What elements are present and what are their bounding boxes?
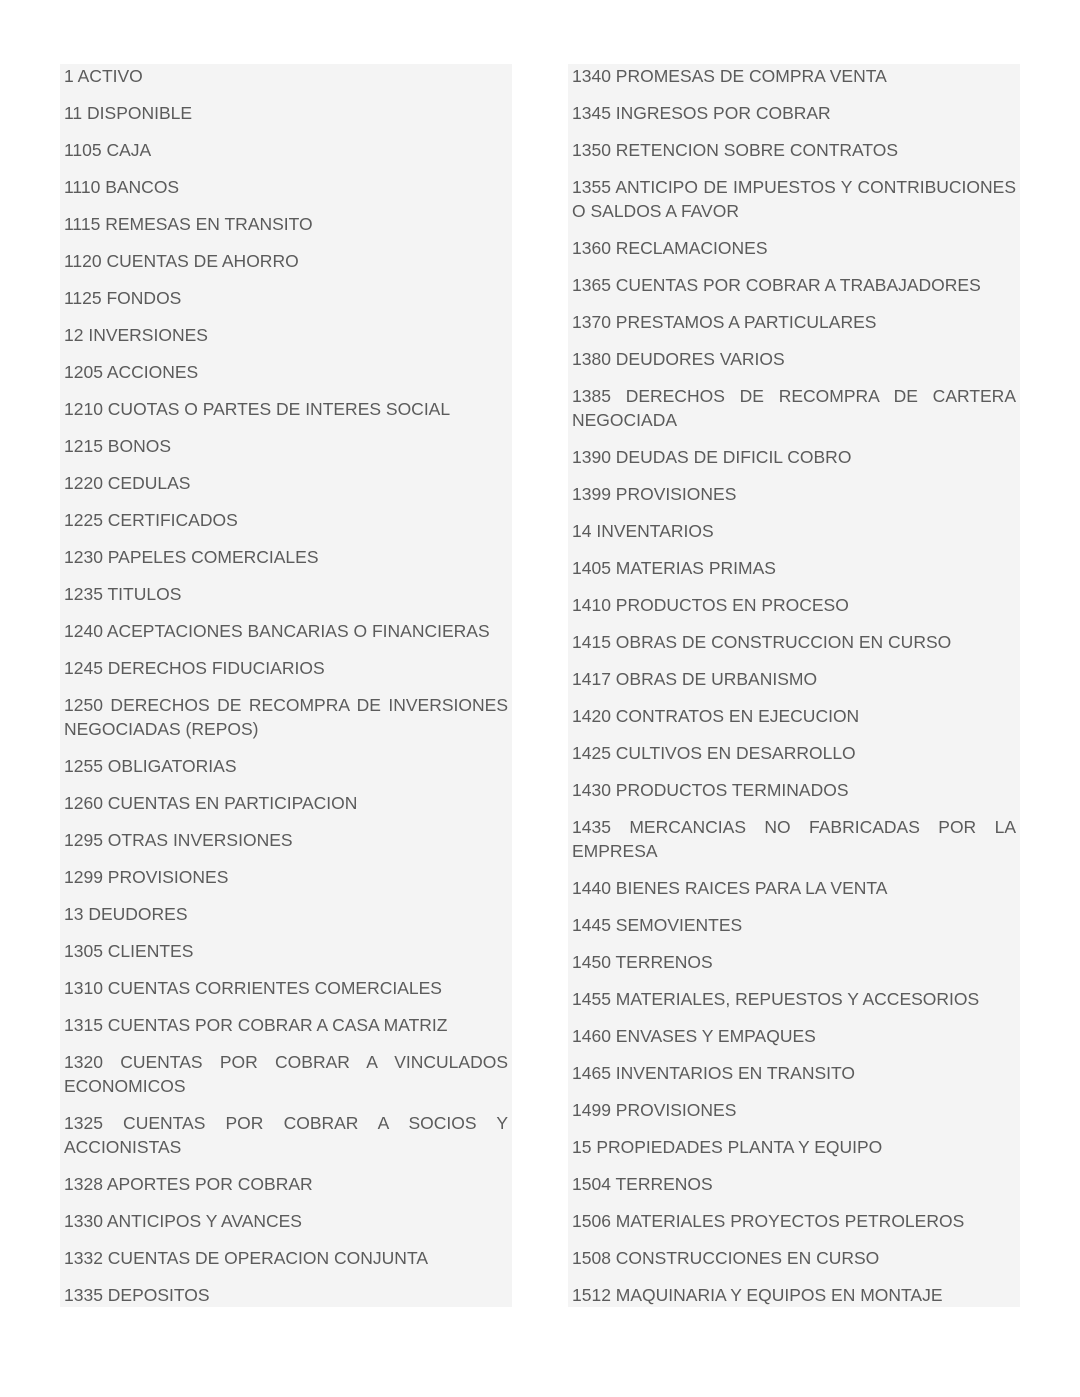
account-entry: 1305 CLIENTES [64, 941, 194, 961]
account-entry: 1225 CERTIFICADOS [64, 510, 238, 530]
account-entry: 1215 BONOS [64, 436, 171, 456]
account-entry: 1380 DEUDORES VARIOS [572, 349, 785, 369]
account-entry: 1315 CUENTAS POR COBRAR A CASA MATRIZ [64, 1015, 448, 1035]
account-entry: 1240 ACEPTACIONES BANCARIAS O FINANCIERAS [64, 621, 490, 641]
account-entry: 1260 CUENTAS EN PARTICIPACION [64, 793, 358, 813]
account-entry: 1210 CUOTAS O PARTES DE INTERES SOCIAL [64, 399, 451, 419]
account-entry: 1508 CONSTRUCCIONES EN CURSO [572, 1248, 880, 1268]
account-entry: 1255 OBLIGATORIAS [64, 756, 237, 776]
account-entry: 1335 DEPOSITOS [64, 1285, 210, 1305]
account-entry: 1430 PRODUCTOS TERMINADOS [572, 780, 849, 800]
account-entry: 1350 RETENCION SOBRE CONTRATOS [572, 140, 899, 160]
account-entry: 1450 TERRENOS [572, 952, 713, 972]
account-entry: 1355 ANTICIPO DE IMPUESTOS Y CONTRIBUCIONES O SALDOS A FAVOR [572, 177, 1016, 221]
account-entry: 1328 APORTES POR COBRAR [64, 1174, 313, 1194]
account-entry: 1325 CUENTAS POR COBRAR A SOCIOS Y ACCIONISTAS [64, 1113, 508, 1157]
account-entry: 1330 ANTICIPOS Y AVANCES [64, 1211, 302, 1231]
account-entry: 1390 DEUDAS DE DIFICIL COBRO [572, 447, 852, 467]
account-entry: 1115 REMESAS EN TRANSITO [64, 214, 313, 234]
account-entry: 1465 INVENTARIOS EN TRANSITO [572, 1063, 855, 1083]
account-entry: 1425 CULTIVOS EN DESARROLLO [572, 743, 856, 763]
account-entry: 1310 CUENTAS CORRIENTES COMERCIALES [64, 978, 442, 998]
account-entry: 15 PROPIEDADES PLANTA Y EQUIPO [572, 1137, 883, 1157]
account-entry: 1320 CUENTAS POR COBRAR A VINCULADOS ECONOMICOS [64, 1052, 508, 1096]
account-entry: 1504 TERRENOS [572, 1174, 713, 1194]
account-entry: 1340 PROMESAS DE COMPRA VENTA [572, 66, 887, 86]
account-entry: 1345 INGRESOS POR COBRAR [572, 103, 831, 123]
account-entry: 1499 PROVISIONES [572, 1100, 737, 1120]
account-entry: 1125 FONDOS [64, 288, 182, 308]
account-entry: 1455 MATERIALES, REPUESTOS Y ACCESORIOS [572, 989, 980, 1009]
account-entry: 1385 DERECHOS DE RECOMPRA DE CARTERA NEGOCIADA [572, 386, 1016, 430]
account-entry: 1220 CEDULAS [64, 473, 191, 493]
account-entry: 1235 TITULOS [64, 584, 182, 604]
account-entry: 1105 CAJA [64, 140, 152, 160]
account-entry: 1 ACTIVO [64, 66, 143, 86]
account-entry: 1417 OBRAS DE URBANISMO [572, 669, 818, 689]
account-entry: 1440 BIENES RAICES PARA LA VENTA [572, 878, 888, 898]
account-entry: 1415 OBRAS DE CONSTRUCCION EN CURSO [572, 632, 952, 652]
account-entry: 14 INVENTARIOS [572, 521, 714, 541]
account-entry: 1299 PROVISIONES [64, 867, 229, 887]
account-entry: 1512 MAQUINARIA Y EQUIPOS EN MONTAJE [572, 1285, 943, 1305]
account-entry: 1120 CUENTAS DE AHORRO [64, 251, 299, 271]
account-entry: 1410 PRODUCTOS EN PROCESO [572, 595, 849, 615]
account-entry: 1435 MERCANCIAS NO FABRICADAS POR LA EMPRESA [572, 817, 1016, 861]
account-entry: 1295 OTRAS INVERSIONES [64, 830, 293, 850]
account-entry: 13 DEUDORES [64, 904, 188, 924]
account-list-right [568, 64, 1020, 1307]
account-entry: 1370 PRESTAMOS A PARTICULARES [572, 312, 877, 332]
account-entry: 1399 PROVISIONES [572, 484, 737, 504]
account-entry: 1205 ACCIONES [64, 362, 199, 382]
account-entry: 1110 BANCOS [64, 177, 180, 197]
account-entry: 1230 PAPELES COMERCIALES [64, 547, 319, 567]
account-entry: 1460 ENVASES Y EMPAQUES [572, 1026, 816, 1046]
account-entry: 1360 RECLAMACIONES [572, 238, 768, 258]
account-entry: 11 DISPONIBLE [64, 103, 193, 123]
account-entry: 1506 MATERIALES PROYECTOS PETROLEROS [572, 1211, 965, 1231]
account-entry: 1245 DERECHOS FIDUCIARIOS [64, 658, 325, 678]
account-entry: 1332 CUENTAS DE OPERACION CONJUNTA [64, 1248, 429, 1268]
account-entry: 1420 CONTRATOS EN EJECUCION [572, 706, 860, 726]
account-entry: 12 INVERSIONES [64, 325, 208, 345]
account-entry: 1405 MATERIAS PRIMAS [572, 558, 776, 578]
account-entry: 1250 DERECHOS DE RECOMPRA DE INVERSIONES NEGOCIADAS (REPOS) [64, 695, 508, 739]
account-entry: 1365 CUENTAS POR COBRAR A TRABAJADORES [572, 275, 981, 295]
account-list-left [60, 64, 512, 1307]
account-entry: 1445 SEMOVIENTES [572, 915, 743, 935]
